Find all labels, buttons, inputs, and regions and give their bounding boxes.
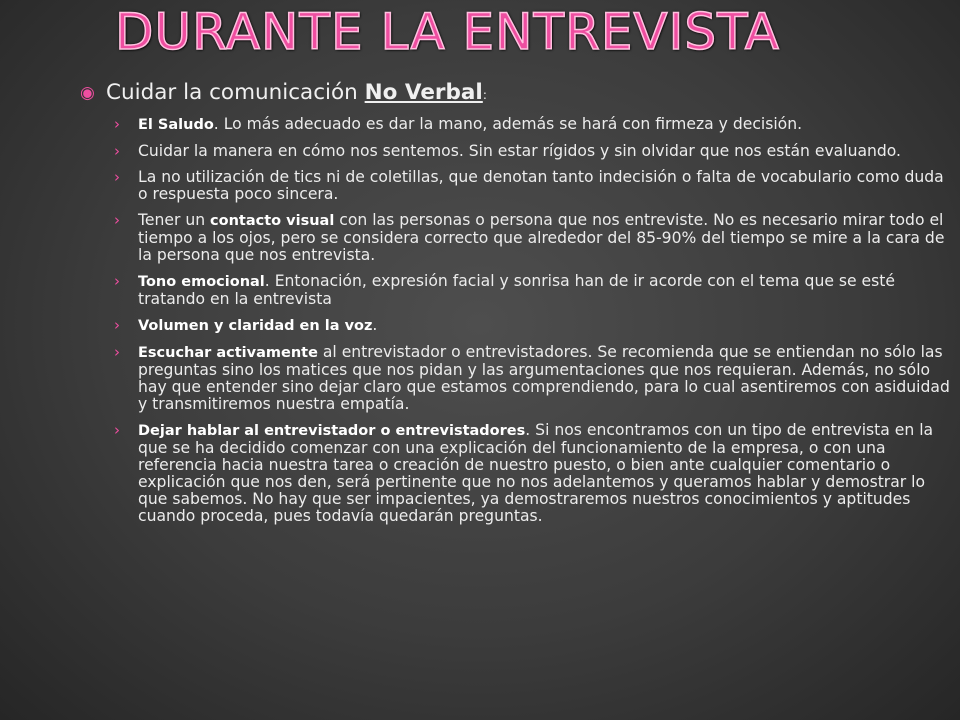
list-item-bold: contacto visual bbox=[210, 213, 335, 229]
list-item-bold: Tono emocional bbox=[138, 274, 265, 290]
list-item bbox=[110, 422, 950, 525]
slide-content bbox=[80, 78, 950, 534]
list-item bbox=[110, 116, 950, 134]
list-item bbox=[110, 273, 950, 308]
chevron-right-icon: › bbox=[114, 421, 120, 439]
list-item-text: Tener un bbox=[138, 211, 211, 229]
list-item-bold: Escuchar activamente bbox=[138, 345, 318, 361]
heading-suffix: : bbox=[482, 88, 487, 102]
list-item bbox=[110, 169, 950, 203]
list-item-text: . Entonación, expresión facial y sonrisa han de ir acorde con el tema que se esté tratando en la entrevista bbox=[138, 272, 895, 308]
list-item-bold: Volumen y claridad en la voz bbox=[138, 318, 373, 334]
list-item-text: al entrevistador o entrevistadores. Se recomienda que se entiendan no sólo las preguntas sino los matices que nos pidan y las argumentaciones que nos requieran. Además, no sólo hay que entender sino dejar claro que estamos comprendiendo, para lo cual asentiremos con asiduidad y transmitiremos nuestra empatía. bbox=[138, 343, 950, 413]
list-item-text: . bbox=[372, 316, 378, 334]
circled-dot-icon: ◉ bbox=[80, 83, 95, 103]
chevron-right-icon: › bbox=[114, 343, 120, 361]
list-item-text: con las personas o persona que nos entreviste. No es necesario mirar todo el tiempo a los ojos, pero se considera correcto que alrededor del 85-90% del tiempo se mire a la cara de la persona que nos entrevista. bbox=[138, 211, 945, 264]
main-bullet-text bbox=[106, 78, 487, 110]
list-item-text: . Lo más adecuado es dar la mano, además se hará con firmeza y decisión. bbox=[213, 115, 803, 133]
list-item-bold: El Saludo bbox=[138, 117, 214, 133]
list-item bbox=[110, 344, 950, 413]
chevron-right-icon: › bbox=[114, 211, 120, 229]
chevron-right-icon: › bbox=[114, 272, 120, 290]
slide-title: DURANTE LA ENTREVISTA bbox=[115, 3, 780, 61]
list-item-bold: Dejar hablar al entrevistador o entrevistadores bbox=[138, 423, 526, 439]
list-item bbox=[110, 317, 950, 335]
list-item bbox=[110, 143, 950, 160]
chevron-right-icon: › bbox=[114, 168, 120, 186]
list-item bbox=[110, 212, 950, 264]
sub-bullet-list bbox=[80, 116, 950, 525]
heading-underlined: No Verbal bbox=[364, 80, 483, 105]
list-item-text: . Si nos encontramos con un tipo de entrevista en la que se ha decidido comenzar con una explicación del funcionamiento de la empresa, o con una referencia hacia nuestra tarea o creación de nuestro puesto, o bien ante cualquier comentario o explicación que nos den, será pertinente que no nos adelantemos y queramos hablar y demostrar lo que sabemos. No hay que ser impacientes, ya demostraremos nuestros conocimientos y aptitudes cuando proceda, pues todavía quedarán preguntas. bbox=[138, 421, 934, 525]
list-item-text: La no utilización de tics ni de coletillas, que denotan tanto indecisión o falta de vocabulario como duda o respuesta poco sincera. bbox=[138, 168, 944, 203]
chevron-right-icon: › bbox=[114, 316, 120, 334]
main-bullet bbox=[80, 78, 950, 110]
chevron-right-icon: › bbox=[114, 142, 120, 160]
heading-prefix: Cuidar la comunicación bbox=[106, 80, 365, 105]
chevron-right-icon: › bbox=[114, 115, 120, 133]
list-item-text: Cuidar la manera en cómo nos sentemos. Sin estar rígidos y sin olvidar que nos están evaluando. bbox=[138, 142, 902, 160]
